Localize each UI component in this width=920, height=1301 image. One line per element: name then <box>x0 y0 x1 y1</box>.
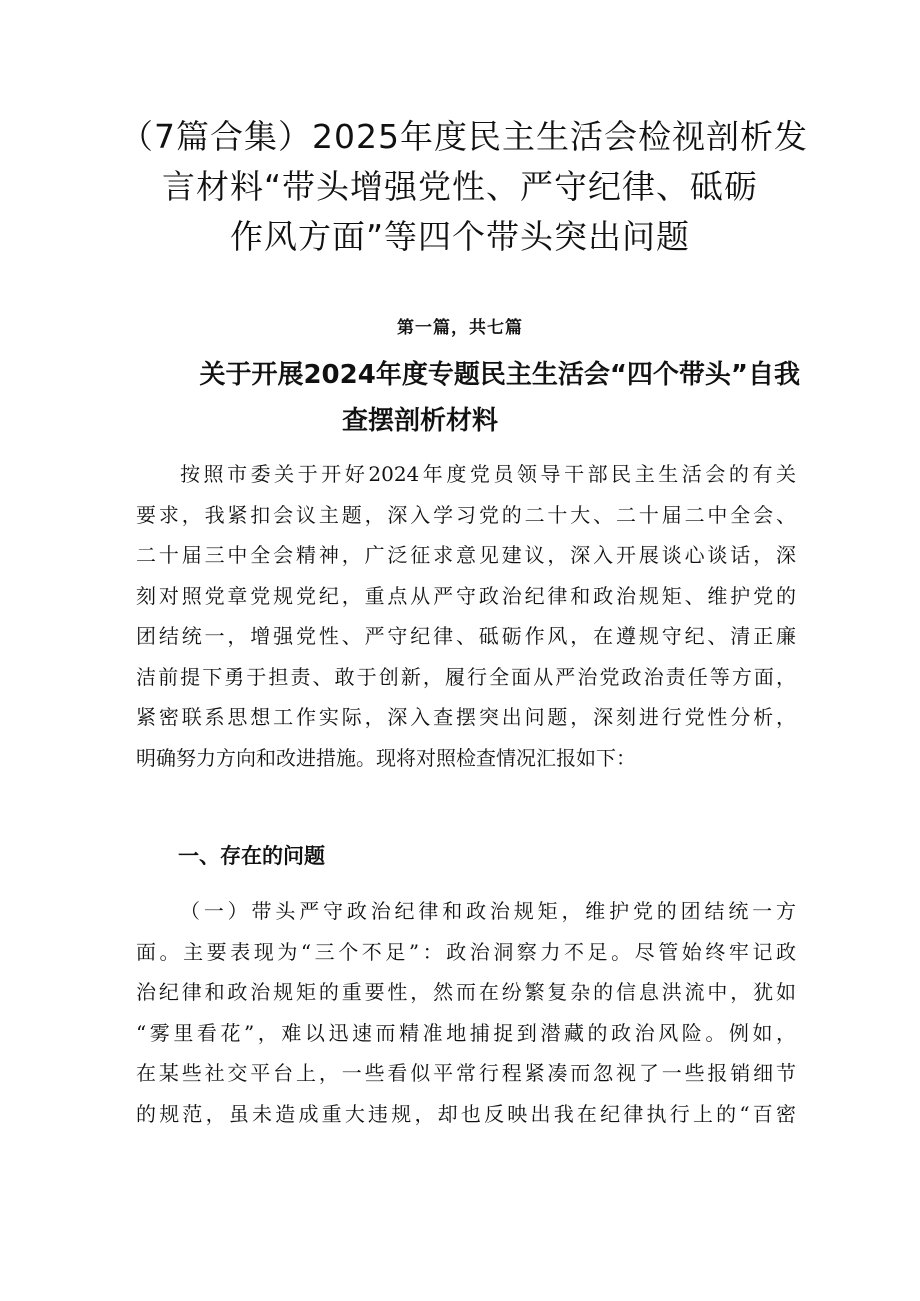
paragraph-line: 刻对照党章党规党纪，重点从严守政治纪律和政治规矩、维护党的 <box>136 583 796 608</box>
paragraph-line: （一）带头严守政治纪律和政治规矩，维护党的团结统一方 <box>180 899 796 923</box>
intro-paragraph <box>136 454 796 778</box>
section-heading-issues: 一、存在的问题 <box>178 844 325 868</box>
issues-paragraph <box>136 891 796 1134</box>
document-title <box>120 112 808 262</box>
paragraph-line: “雾里看花”，难以迅速而精准地捕捉到潜藏的政治风险。例如， <box>136 1020 796 1045</box>
paragraph-line: 的规范，虽未造成重大违规，却也反映出我在纪律执行上的“百密 <box>136 1101 796 1126</box>
paragraph-line: 团结统一，增强党性、严守纪律、砥砺作风，在遵规守纪、清正廉 <box>136 624 796 648</box>
section-title-line: 关于开展2024年度专题民主生活会“四个带头”自我 <box>199 360 800 390</box>
paragraph-line: 要求，我紧扣会议主题，深入学习党的二十大、二十届二中全会、 <box>136 502 796 527</box>
paragraph-line: 明确努力方向和改进措施。现将对照检查情况汇报如下： <box>136 745 636 770</box>
paragraph-line: 紧密联系思想工作实际，深入查摆突出问题，深刻进行党性分析， <box>136 705 796 729</box>
paragraph-line: 按照市委关于开好2024年度党员领导干部民主生活会的有关 <box>180 462 796 486</box>
paragraph-line: 洁前提下勇于担责、敢于创新，履行全面从严治党政治责任等方面， <box>136 664 796 689</box>
paragraph-line: 在某些社交平台上，一些看似平常行程紧凑而忽视了一些报销细节 <box>136 1061 796 1085</box>
section-title <box>130 352 810 444</box>
section-title-line: 查摆剖析材料 <box>342 406 499 436</box>
title-line: （7篇合集）2025年度民主生活会检视剖析发 <box>120 117 808 156</box>
paragraph-line: 面。主要表现为“三个不足”：政治洞察力不足。尽管始终牢记政 <box>136 939 796 964</box>
title-line: 言材料“带头增强党性、严守纪律、砥砺 <box>161 167 759 206</box>
paragraph-line: 二十届三中全会精神，广泛征求意见建议，深入开展谈心谈话，深 <box>136 543 796 567</box>
part-subtitle: 第一篇，共七篇 <box>397 318 523 338</box>
paragraph-line: 治纪律和政治规矩的重要性，然而在纷繁复杂的信息洪流中，犹如 <box>136 980 796 1004</box>
title-line: 作风方面”等四个带头突出问题 <box>229 217 691 256</box>
